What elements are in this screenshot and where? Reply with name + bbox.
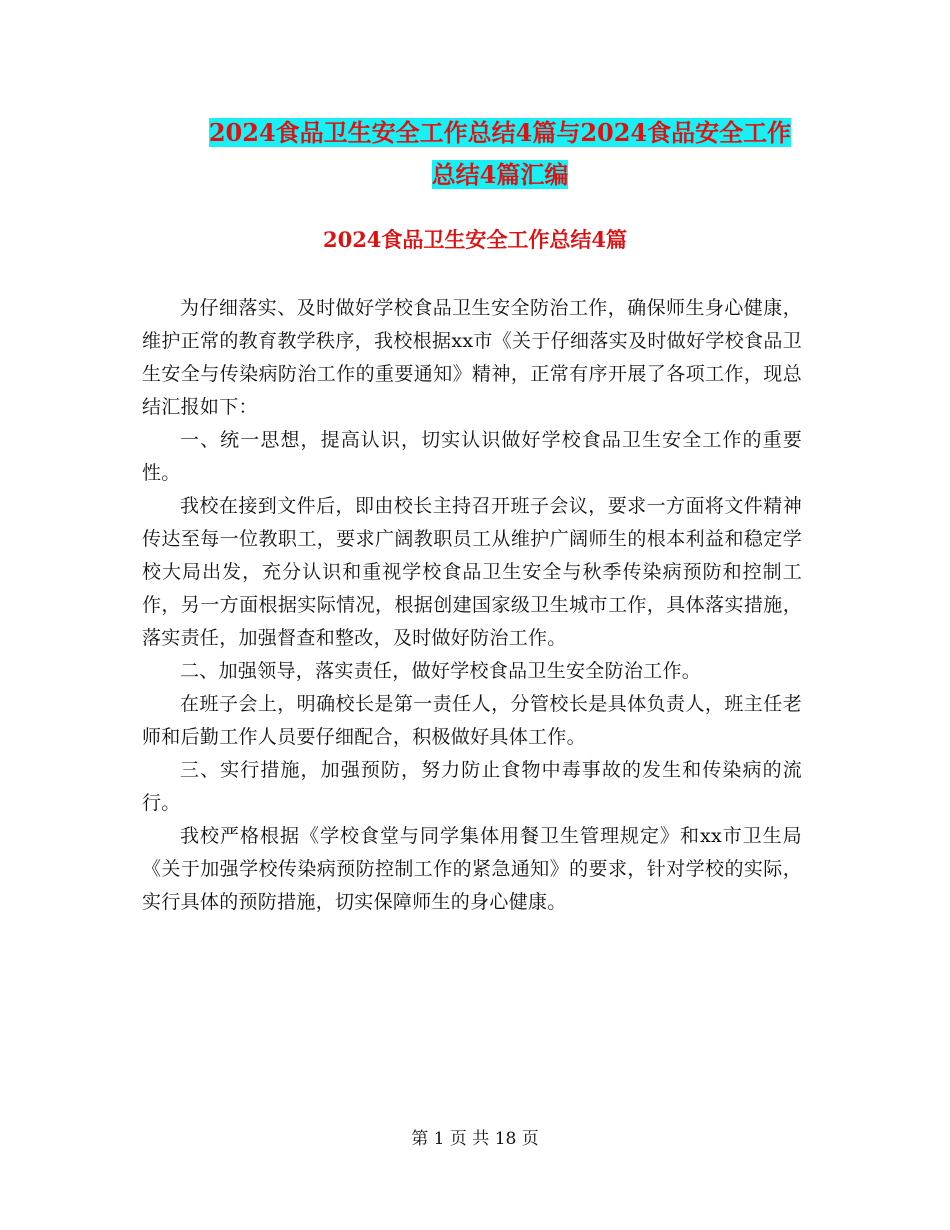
main-title-line-2: 总结4篇汇编	[431, 160, 569, 189]
main-title	[140, 112, 860, 196]
paragraph: 一、统一思想，提高认识，切实认识做好学校食品卫生安全工作的重要性。	[142, 429, 802, 484]
paragraph: 在班子会上，明确校长是第一责任人，分管校长是具体负责人，班主任老师和后勤工作人员要仔细配合，积极做好具体工作。	[142, 693, 802, 748]
document-body	[142, 292, 802, 919]
paragraph: 二、加强领导，落实责任，做好学校食品卫生安全防治工作。	[180, 660, 702, 682]
paragraph: 三、实行措施，加强预防，努力防止食物中毒事故的发生和传染病的流行。	[142, 759, 802, 814]
section-title: 2024食品卫生安全工作总结4篇	[322, 227, 628, 252]
paragraph: 我校在接到文件后，即由校长主持召开班子会议，要求一方面将文件精神传达至每一位教职工，要求广阔教职员工从维护广阔师生的根本利益和稳定学校大局出发，充分认识和重视学校食品卫生安全与秋季传染病预防和控制工作，另一方面根据实际情况，根据创建国家级卫生城市工作，具体落实措施，落实责任，加强督查和整改，及时做好防治工作。	[142, 495, 802, 649]
page-footer: 第 1 页 共 18 页	[411, 1129, 539, 1149]
paragraph: 为仔细落实、及时做好学校食品卫生安全防治工作，确保师生身心健康，维护正常的教育教学秩序，我校根据xx市《关于仔细落实及时做好学校食品卫生安全与传染病防治工作的重要通知》精神，正常有序开展了各项工作，现总结汇报如下：	[142, 297, 802, 418]
paragraph: 我校严格根据《学校食堂与同学集体用餐卫生管理规定》和xx市卫生局《关于加强学校传染病预防控制工作的紧急通知》的要求，针对学校的实际，实行具体的预防措施，切实保障师生的身心健康。	[142, 825, 802, 913]
main-title-line-1: 2024食品卫生安全工作总结4篇与2024食品安全工作	[208, 118, 792, 147]
